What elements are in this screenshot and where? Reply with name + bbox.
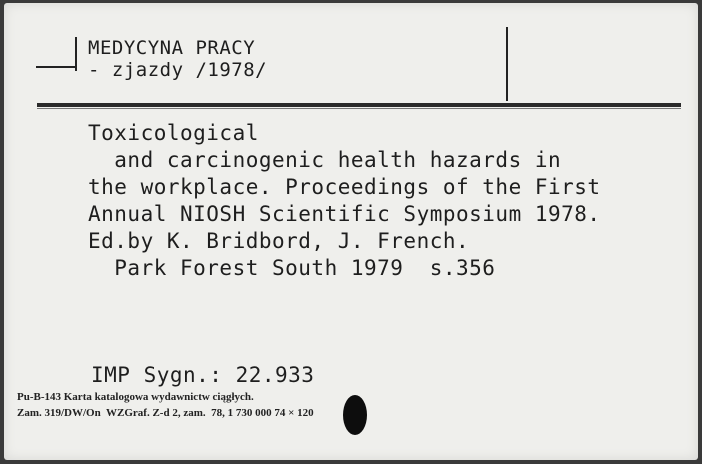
heading-separator	[37, 103, 681, 107]
printer-note-line-2: Zam. 319/DW/On WZGraf. Z-d 2, zam. 78, 1 730 000 74 × 120	[17, 407, 314, 419]
corner-mark-horizontal	[36, 66, 76, 68]
title-line-2: and carcinogenic health hazards in	[88, 148, 562, 172]
editors-line: Ed.by K. Bridbord, J. French.	[88, 229, 470, 253]
heading-vertical-rule	[506, 27, 508, 101]
title-line-4: Annual NIOSH Scientific Symposium 1978.	[88, 202, 601, 226]
imprint-line: Park Forest South 1979 s.356	[88, 256, 496, 280]
catalog-card	[4, 3, 698, 460]
printer-note-line-1: Pu-B-143 Karta katalogowa wydawnictw ciągłych.	[17, 391, 254, 403]
heading-subdivision: - zjazdy /1978/	[88, 59, 268, 81]
heading-separator-shadow	[37, 108, 681, 109]
call-number: IMP Sygn.: 22.933	[91, 363, 315, 387]
title-line-3: the workplace. Proceedings of the First	[88, 175, 601, 199]
title-line-1: Toxicological	[88, 121, 259, 145]
heading-subject: MEDYCYNA PRACY	[88, 37, 256, 59]
punch-hole	[343, 395, 367, 435]
